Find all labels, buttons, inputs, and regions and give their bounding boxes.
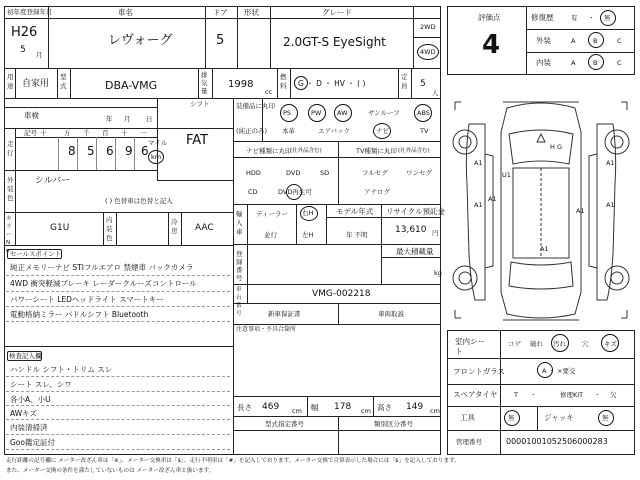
sales-point-line: パワーシート LEDヘッドライト スマートキー	[10, 295, 164, 304]
spare-label: スペアタイヤ	[453, 390, 498, 399]
reg-month: 5	[20, 45, 26, 55]
sales-point-line: 電動格納ミラー パドルシフト Bluetooth	[10, 310, 149, 319]
control-label: 管理番号	[456, 438, 482, 446]
exterior-label: 外装色	[7, 176, 14, 202]
recycle-label: リサイクル預託金	[386, 207, 445, 216]
ext-grade-c: C	[617, 37, 622, 45]
seat-yabure: 破れ	[530, 340, 543, 348]
mileage-digit: 5	[87, 144, 95, 158]
seat-kizu: キズ	[604, 340, 617, 348]
era-year: H26	[11, 25, 38, 40]
seat-koge: コゲ	[508, 340, 521, 348]
model-year-label: モデル年式	[336, 207, 374, 216]
navi-sub: (社外品含む)	[290, 148, 322, 154]
spare-none: 欠	[610, 391, 617, 399]
mileage-digit: 9	[125, 144, 133, 158]
height-value: 149	[406, 402, 424, 412]
model-name-label: 車名	[118, 8, 133, 17]
equipment-sub: (純正のみ)	[236, 127, 268, 135]
use-label: 用途	[7, 73, 14, 90]
repair-label: 修復歴	[531, 13, 554, 22]
displacement-value: 1998	[228, 79, 254, 90]
equipment-item: ナビ	[376, 127, 389, 135]
interior-seat-label: 室内シート	[455, 337, 485, 356]
shift-value: FAT	[186, 133, 209, 148]
inspector-notes-label: 検査記入欄	[9, 352, 42, 360]
equipment-item: 本革	[282, 127, 295, 135]
mark-a1-rear: A1	[540, 245, 549, 253]
recycle-value: 13,610	[395, 225, 427, 235]
sales-point-line: 4WD 衝突軽減ブレーキ レーダークルーズコントロール	[10, 279, 197, 288]
width-label: 幅	[311, 403, 319, 412]
front-glass-label: フロントガラス	[453, 367, 506, 376]
inspector-note-line: シート スレ、シワ	[10, 380, 72, 389]
inspector-note-line: 各小A、小U	[10, 395, 51, 404]
type-code-label: 型式指定番号	[265, 420, 304, 428]
shape-label: 形状	[244, 8, 259, 17]
inspector-note-line: AWキズ	[10, 409, 37, 418]
spare-dot2: ・	[594, 391, 601, 399]
import-left-h: 左H	[302, 231, 314, 239]
equipment-item: サンルーフ	[368, 109, 400, 117]
insp-month: 月	[124, 115, 131, 123]
registration-label: 登録番号	[236, 250, 243, 282]
tv-label: TV種類に丸印	[356, 147, 397, 155]
door-count: 5	[216, 33, 225, 48]
seat-yogore: 汚れ	[553, 340, 566, 348]
cc-unit: cc	[265, 88, 273, 96]
equipment-label: 装備品に丸印	[236, 102, 275, 110]
month-unit: 月	[36, 51, 43, 59]
mileage-digit: 8	[68, 144, 76, 158]
chassis-value: VMG-002218	[312, 289, 371, 299]
capacity-value: 5	[420, 79, 426, 89]
repair-yes: 有	[571, 14, 578, 22]
navi-dvd-play: DVD再生可	[278, 188, 312, 196]
repair-dot: ・	[588, 14, 595, 22]
sales-points-label: セールスポイント	[10, 250, 62, 258]
import-right-h: 右H	[302, 209, 314, 217]
mark-a1-right-top: A1	[606, 159, 615, 167]
score-label: 評価点	[478, 13, 501, 22]
mileage-digit: 6	[141, 144, 149, 158]
class-code-label: 類別区分番号	[374, 420, 413, 428]
capacity-unit: 人	[432, 89, 439, 97]
navi-hdd: HDD	[246, 169, 261, 177]
type-label: 型式	[60, 73, 67, 90]
ext-grade-a: A	[571, 37, 576, 45]
mileage-header-cell: 万	[64, 129, 71, 137]
exterior-note: ( ) 色替車は色替と記入	[105, 197, 173, 205]
height-label: 高さ	[377, 403, 392, 412]
fuel-options: G ・ D ・ HV ・ ( )	[298, 79, 366, 88]
jack-label: ジャッキ	[544, 413, 574, 422]
mark-a1-right-center: A1	[576, 207, 585, 215]
equipment-item: エアバック	[318, 127, 350, 135]
navi-cd: CD	[248, 188, 258, 196]
mark-a1-left-mid: A1	[474, 201, 483, 209]
inspector-note-line: Goo鑑定証付	[10, 438, 55, 447]
type-value: DBA-VMG	[105, 79, 158, 92]
inspector-note-line: 内装清掃済	[10, 423, 48, 432]
exterior-value: シルバー	[35, 176, 71, 186]
mileage-header-cell: 記号	[24, 129, 37, 137]
drive-4wd: 4WD	[420, 48, 436, 56]
mark-hg: H G	[550, 143, 562, 151]
drive-2wd: 2WD	[420, 23, 436, 31]
front-glass-value: A ・ ×要交	[542, 367, 576, 375]
tools-label: 工具	[460, 413, 475, 422]
mark-a1-right-mid: A1	[606, 201, 615, 209]
mileage-header-cell: 百	[102, 129, 109, 137]
int-grade-a: A	[571, 59, 576, 67]
first-reg-label: 初年度登録年月	[7, 8, 53, 16]
import-label: 輸入車	[236, 210, 243, 236]
mileage-header-cell: 十	[121, 129, 128, 137]
model-year-value: 年 不明	[346, 231, 368, 239]
insp-day: 日	[146, 115, 153, 123]
control-value: 00001001052506000283	[506, 437, 608, 446]
width-value: 178	[334, 402, 352, 412]
tv-analog: アナログ	[364, 188, 390, 196]
equipment-item: ABS	[417, 109, 430, 117]
door-label: ドア	[213, 8, 228, 17]
color-code-value: G1U	[50, 223, 70, 233]
color-code-label: カラーNo.	[6, 216, 12, 254]
caution-label: 注意事項・不具合箇所	[236, 326, 297, 333]
seat-ana: 穴	[582, 340, 589, 348]
interior-color-label: 内装色	[106, 216, 113, 242]
new-warranty-label: 新車保証書	[268, 310, 301, 318]
mileage-digit: 6	[106, 144, 114, 158]
capacity-label: 定員	[401, 73, 408, 90]
repair-no: 無	[604, 14, 611, 22]
spare-dot1: ・	[530, 391, 537, 399]
length-value: 469	[262, 402, 280, 412]
spare-repair: 修理KIT	[560, 391, 584, 399]
mileage-header-cell: 十	[40, 129, 47, 137]
exterior-grade-label: 外装	[536, 36, 551, 45]
jack-value: 無	[602, 414, 609, 422]
equipment-item: TV	[420, 127, 429, 135]
mileage-header-cell: 一	[140, 129, 147, 137]
shift-label: シフト	[190, 100, 210, 108]
tv-sub: (社外品含む)	[398, 148, 430, 154]
mark-a1-left-top: A1	[474, 159, 483, 167]
tv-oneseg: ワンセグ	[406, 169, 432, 177]
width-unit: cm	[361, 407, 371, 415]
length-label: 長さ	[237, 403, 252, 412]
equipment-item: PS	[283, 109, 292, 117]
ac-value: AAC	[195, 223, 214, 233]
import-dealer: ディーラー	[256, 210, 288, 218]
km-unit: km	[151, 153, 162, 161]
navi-dvd: DVD	[286, 169, 301, 177]
recycle-unit: 円	[432, 229, 439, 237]
mile-unit: マイル	[148, 139, 168, 147]
spare-t: T	[514, 391, 518, 399]
model-name: レヴォーグ	[108, 33, 173, 48]
load-unit: kg	[434, 269, 442, 277]
load-label: 最大積載量	[396, 247, 434, 256]
footer-line2: また、メーター交換の条件を満たしていないものは メーター改ざん車と扱います。	[6, 468, 215, 474]
navi-sd: SD	[320, 169, 330, 177]
mark-a1-center: A1	[488, 195, 497, 203]
navi-label: ナビ種類に丸印	[246, 147, 292, 155]
import-parallel: 並行	[264, 231, 277, 239]
int-grade-b: B	[593, 59, 598, 67]
chassis-label: 車台番号	[236, 287, 242, 317]
tools-value: 無	[508, 414, 515, 422]
equipment-item: PW	[311, 109, 322, 117]
fuel-label: 燃料	[280, 73, 287, 90]
manual-label: 車両取説	[378, 310, 404, 318]
mileage-header-cell: 千	[83, 129, 90, 137]
int-grade-c: C	[617, 59, 622, 67]
inspection-label: 車検	[24, 111, 39, 120]
footer-line1: 走行距離の記号欄に メーター改ざん車は「※」、メーター交換車は「$」、走行不明車は「#」を記入しております。メーター交換で合算表示した場合には「$」を記入しております。	[6, 458, 460, 464]
car-damage-diagram	[447, 94, 635, 326]
tv-fullseg: フルセグ	[362, 169, 388, 177]
grade-label: グレード	[322, 8, 352, 17]
ext-grade-b: B	[593, 37, 598, 45]
interior-grade-label: 内装	[536, 58, 551, 67]
insp-year: 年	[106, 115, 113, 123]
height-unit: cm	[430, 407, 440, 415]
mark-u1: U1	[502, 171, 511, 179]
displacement-label: 排気量	[201, 71, 208, 95]
grade-value: 2.0GT-S EyeSight	[283, 35, 386, 49]
score-value: 4	[482, 30, 501, 60]
use-value: 自家用	[22, 79, 50, 89]
sales-point-line: 純正メモリーナビ STIフルエアロ 禁煙車 バックカメラ	[10, 263, 194, 272]
inspector-note-line: ハンドル シフト・トリム スレ	[10, 365, 113, 374]
mileage-label: 走行	[7, 140, 14, 157]
length-unit: cm	[292, 407, 302, 415]
ac-label: 冷房	[171, 218, 178, 235]
equipment-item: AW	[337, 109, 348, 117]
